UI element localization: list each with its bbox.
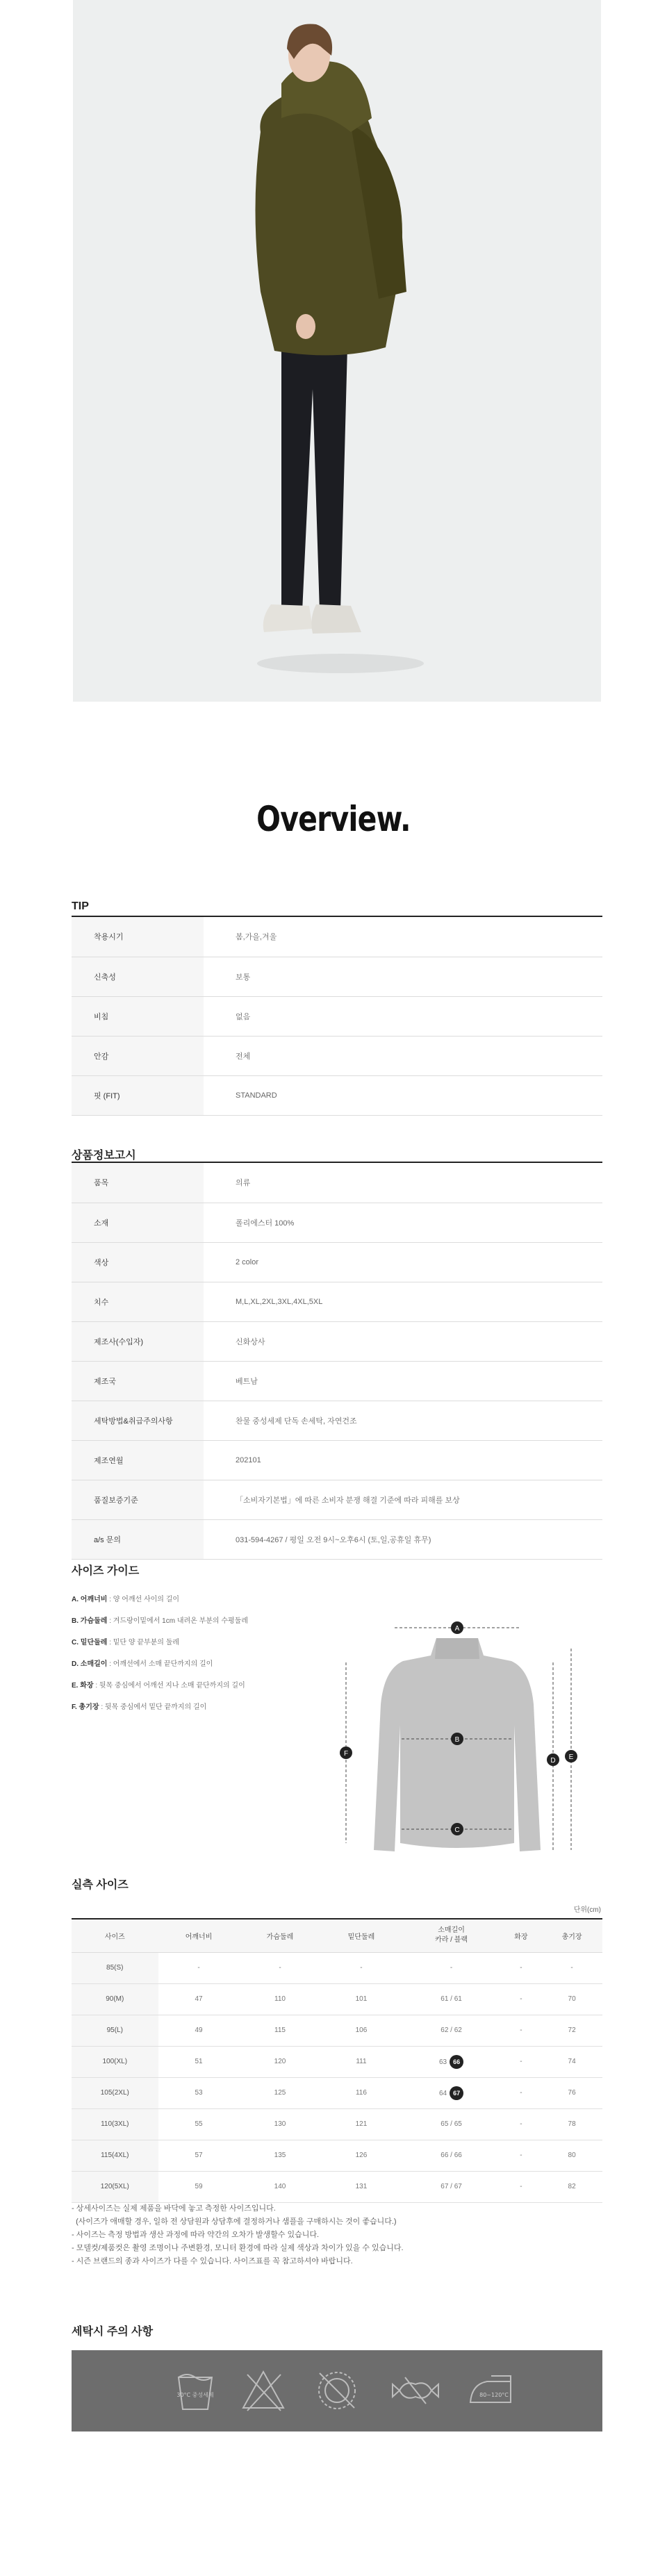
measure-cell: 121 — [320, 2108, 402, 2140]
measure-cell: - — [501, 2046, 542, 2077]
product-info-table — [72, 1163, 602, 1560]
care-title: 세탁시 주의 사항 — [72, 2326, 154, 2338]
table-row — [72, 2015, 602, 2046]
table-header-row — [72, 1919, 602, 1952]
note-line: - 사이즈는 측정 방법과 생산 과정에 따라 약간의 오차가 발생할수 있습니다. — [72, 2231, 320, 2239]
table-row — [72, 1440, 602, 1480]
table-row — [72, 1242, 602, 1282]
measure-cell: 131 — [320, 2171, 402, 2202]
measure-cell: - — [501, 2108, 542, 2140]
measure-cell: 116 — [320, 2077, 402, 2108]
measure-cell: - — [501, 2015, 542, 2046]
row-label: 품목 — [72, 1163, 204, 1203]
note-line: - 모델컷/제품컷은 촬영 조명이나 주변환경, 모니터 환경에 따라 실제 색상과 차이가 있을 수 있습니다. — [72, 2244, 404, 2252]
measure-cell: - — [501, 2171, 542, 2202]
table-row — [72, 1519, 602, 1559]
marker-d-label: D — [550, 1757, 556, 1765]
row-value: M,L,XL,2XL,3XL,4XL,5XL — [204, 1282, 602, 1321]
table-row — [72, 1480, 602, 1519]
list-item: F. 총기장 : 뒷목 중심에서 밑단 끝까지의 길이 — [72, 1703, 207, 1711]
list-item: C. 밑단둘레 : 밑단 양 끝부분의 둘레 — [72, 1639, 180, 1646]
measure-cell: 62 / 62 — [402, 2015, 500, 2046]
row-label: 제조연월 — [72, 1440, 204, 1480]
iron-low-icon — [466, 2368, 516, 2413]
size-cell: 110(3XL) — [72, 2108, 158, 2140]
size-cell: 85(S) — [72, 1952, 158, 1983]
row-value: 202101 — [204, 1440, 602, 1480]
row-label: 세탁방법&취급주의사항 — [72, 1401, 204, 1440]
measure-cell: - — [501, 2077, 542, 2108]
measure-cell: 82 — [541, 2171, 602, 2202]
measure-cell: 76 — [541, 2077, 602, 2108]
measure-cell: 115 — [240, 2015, 321, 2046]
measure-cell: 67 / 67 — [402, 2171, 500, 2202]
row-label: 핏 (FIT) — [72, 1075, 204, 1115]
size-guide-title: 사이즈 가이드 — [72, 1565, 140, 1577]
table-row — [72, 1203, 602, 1242]
product-photo — [73, 0, 601, 702]
marker-f-label: F — [343, 1750, 349, 1758]
row-label: 색상 — [72, 1242, 204, 1282]
measure-cell: 101 — [320, 1983, 402, 2015]
measure-cell: - — [541, 1952, 602, 1983]
tip-title: TIP — [72, 900, 89, 912]
table-row — [72, 2077, 602, 2108]
size-guide-list — [72, 1589, 248, 1718]
row-value: 보통 — [204, 957, 602, 996]
table-row — [72, 1321, 602, 1361]
measure-cell: 125 — [240, 2077, 321, 2108]
column-header: 가슴둘레 — [240, 1919, 321, 1952]
column-header: 어깨너비 — [158, 1919, 240, 1952]
table-row — [72, 1361, 602, 1401]
measure-cell: 130 — [240, 2108, 321, 2140]
table-row — [72, 1163, 602, 1203]
note-line: (사이즈가 애매할 경우, 일하 전 상담원과 상담후에 결정하거나 샘플을 구매하시는 것이 좋습니다.) — [72, 2218, 397, 2226]
measure-cell: - — [158, 1952, 240, 1983]
hand-wash-icon — [174, 2368, 216, 2413]
measure-cell: 78 — [541, 2108, 602, 2140]
row-label: 제조국 — [72, 1361, 204, 1401]
table-row — [72, 2140, 602, 2171]
row-value: 전체 — [204, 1036, 602, 1075]
list-item: A. 어깨너비 : 양 어깨선 사이의 길이 — [72, 1596, 180, 1603]
row-label: 소재 — [72, 1203, 204, 1242]
table-row — [72, 1282, 602, 1321]
svg-text:30°C 중성세제: 30°C 중성세제 — [176, 2392, 214, 2398]
measure-cell: 65 / 65 — [402, 2108, 500, 2140]
row-label: 제조사(수입자) — [72, 1321, 204, 1361]
column-header: 밑단둘레 — [320, 1919, 402, 1952]
row-label: a/s 문의 — [72, 1519, 204, 1559]
row-label: 품질보증기준 — [72, 1480, 204, 1519]
actual-size-title: 실측 사이즈 — [72, 1879, 129, 1891]
table-row — [72, 1036, 602, 1075]
row-label: 신축성 — [72, 957, 204, 996]
size-cell: 95(L) — [72, 2015, 158, 2046]
row-value: 폴리에스터 100% — [204, 1203, 602, 1242]
column-header: 화장 — [501, 1919, 542, 1952]
size-diagram — [332, 1621, 582, 1861]
size-table — [72, 1918, 602, 2203]
size-badge: 67 — [450, 2086, 463, 2100]
note-line: - 시즌 브랜드의 종과 사이즈가 다를 수 있습니다. 사이즈표를 꼭 참고하셔야 바랍니다. — [72, 2257, 353, 2265]
row-value: 신화상사 — [204, 1321, 602, 1361]
list-item: B. 가슴둘레 : 겨드랑이밑에서 1cm 내려온 부분의 수평둘레 — [72, 1617, 248, 1625]
measure-cell: 72 — [541, 2015, 602, 2046]
size-notes — [72, 2202, 404, 2268]
product-info-title: 상품정보고시 — [72, 1150, 136, 1162]
marker-e-label: E — [568, 1753, 574, 1761]
marker-c-label: C — [454, 1826, 460, 1834]
size-cell: 115(4XL) — [72, 2140, 158, 2171]
measure-cell: 55 — [158, 2108, 240, 2140]
list-item: E. 화장 : 뒷목 중심에서 어깨선 지나 소매 끝단까지의 길이 — [72, 1682, 245, 1690]
care-instructions-panel — [72, 2350, 602, 2431]
measure-cell: 51 — [158, 2046, 240, 2077]
measure-cell: 64 67 — [402, 2077, 500, 2108]
no-wring-icon — [390, 2368, 441, 2413]
measure-cell: 57 — [158, 2140, 240, 2171]
table-row — [72, 1952, 602, 1983]
table-row — [72, 957, 602, 996]
size-cell: 120(5XL) — [72, 2171, 158, 2202]
measure-cell: 53 — [158, 2077, 240, 2108]
row-label: 비침 — [72, 996, 204, 1036]
size-cell: 100(XL) — [72, 2046, 158, 2077]
table-row — [72, 2046, 602, 2077]
row-value: 「소비자기본법」에 따른 소비자 분쟁 해결 기준에 따라 피해를 보상 — [204, 1480, 602, 1519]
row-value: 봄,가을,겨울 — [204, 917, 602, 957]
row-label: 착용시기 — [72, 917, 204, 957]
collar — [435, 1638, 479, 1659]
measure-cell: 47 — [158, 1983, 240, 2015]
row-value: 의류 — [204, 1163, 602, 1203]
measure-cell: 63 66 — [402, 2046, 500, 2077]
measure-cell: 120 — [240, 2046, 321, 2077]
list-item: D. 소매길이 : 어깨선에서 소매 끝단까지의 길이 — [72, 1660, 213, 1668]
marker-b-label: B — [454, 1736, 460, 1744]
measure-cell: 49 — [158, 2015, 240, 2046]
size-cell: 90(M) — [72, 1983, 158, 2015]
measure-cell: - — [402, 1952, 500, 1983]
row-value: 찬물 중성세제 단독 손세탁, 자연건조 — [204, 1401, 602, 1440]
no-tumble-dry-icon — [314, 2368, 360, 2413]
unit-label: 단위(cm) — [573, 1906, 601, 1914]
note-line: - 상세사이즈는 실제 제품을 바닥에 놓고 측정한 사이즈입니다. — [72, 2204, 276, 2213]
table-row — [72, 996, 602, 1036]
row-label: 치수 — [72, 1282, 204, 1321]
size-badge: 66 — [450, 2055, 463, 2069]
measure-cell: 110 — [240, 1983, 321, 2015]
table-row — [72, 1983, 602, 2015]
measure-cell: 59 — [158, 2171, 240, 2202]
row-value: 031-594-4267 / 평일 오전 9시~오후6시 (토,일,공휴일 휴무) — [204, 1519, 602, 1559]
marker-a-label: A — [454, 1625, 460, 1633]
table-row — [72, 2171, 602, 2202]
table-row — [72, 2108, 602, 2140]
measure-cell: 135 — [240, 2140, 321, 2171]
table-row — [72, 1075, 602, 1115]
measure-cell: 80 — [541, 2140, 602, 2171]
row-value: 2 color — [204, 1242, 602, 1282]
column-header: 총기장 — [541, 1919, 602, 1952]
measure-cell: 111 — [320, 2046, 402, 2077]
measure-cell: - — [501, 2140, 542, 2171]
svg-text:80~120°C: 80~120°C — [479, 2392, 509, 2398]
measure-cell: - — [320, 1952, 402, 1983]
column-header: 사이즈 — [72, 1919, 158, 1952]
measure-cell: 74 — [541, 2046, 602, 2077]
measure-cell: 106 — [320, 2015, 402, 2046]
measure-cell: - — [240, 1952, 321, 1983]
column-header: 소매길이 카라 / 블랙 — [402, 1919, 500, 1952]
measure-cell: 126 — [320, 2140, 402, 2171]
no-bleach-icon — [240, 2368, 286, 2413]
table-row — [72, 1401, 602, 1440]
overview-title: Overview. — [256, 799, 411, 839]
row-value: 없음 — [204, 996, 602, 1036]
measure-cell: - — [501, 1983, 542, 2015]
measure-cell: 70 — [541, 1983, 602, 2015]
row-value: STANDARD — [204, 1075, 602, 1115]
row-value: 베트남 — [204, 1361, 602, 1401]
model-image — [73, 0, 601, 702]
tip-table — [72, 917, 602, 1116]
measure-cell: - — [501, 1952, 542, 1983]
measure-cell: 61 / 61 — [402, 1983, 500, 2015]
measure-cell: 140 — [240, 2171, 321, 2202]
table-row — [72, 917, 602, 957]
row-label: 안감 — [72, 1036, 204, 1075]
measure-cell: 66 / 66 — [402, 2140, 500, 2171]
size-cell: 105(2XL) — [72, 2077, 158, 2108]
